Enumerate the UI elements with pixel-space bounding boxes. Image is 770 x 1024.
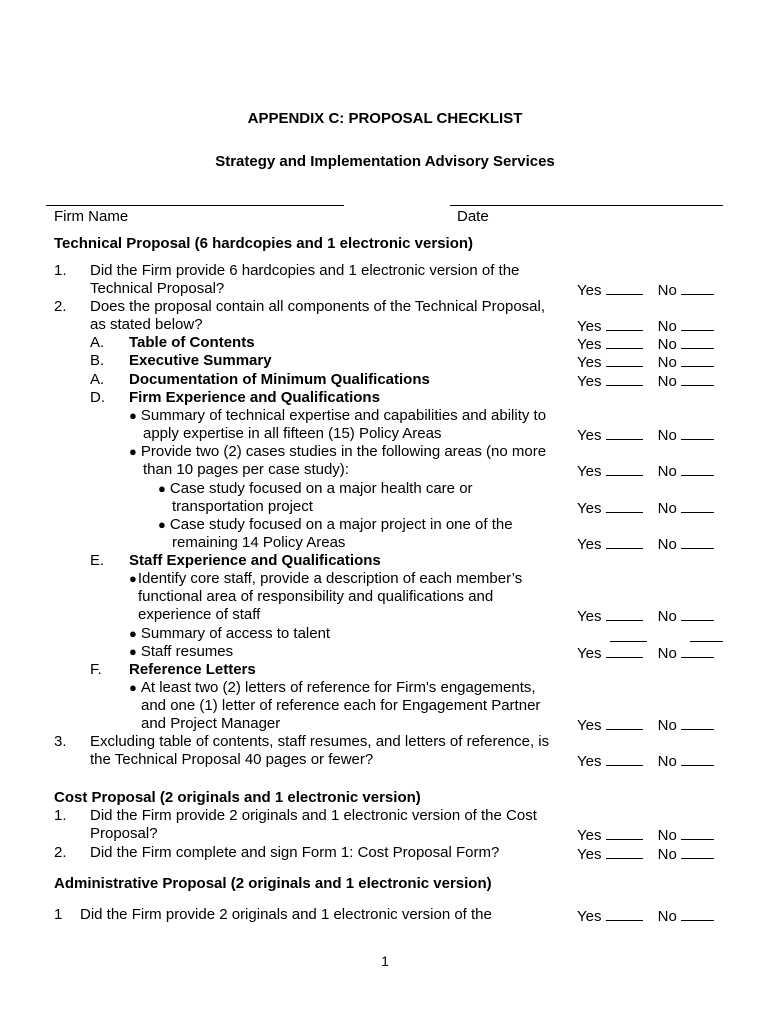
- item-b-letter: B.: [90, 352, 105, 369]
- yes-blank[interactable]: [606, 751, 643, 766]
- yes-blank[interactable]: [606, 316, 643, 331]
- no-blank[interactable]: [681, 715, 714, 730]
- yes-no-cost-q1: Yes No: [577, 825, 714, 845]
- yes-no-table-of-contents: Yes No: [577, 334, 714, 354]
- d-sub-bullet-2-text: Case study focused on a major project in one of the: [169, 516, 513, 533]
- page-title: APPENDIX C: PROPOSAL CHECKLIST: [247, 110, 523, 127]
- e-bullet-1-cont2: experience of staff: [138, 606, 261, 623]
- yes-no-reference-letters: Yes No: [577, 715, 714, 735]
- no-blank[interactable]: [681, 534, 714, 549]
- d-sub-bullet-2-cont: remaining 14 Policy Areas: [172, 534, 346, 551]
- no-blank[interactable]: [681, 425, 714, 440]
- yes-blank[interactable]: [606, 425, 643, 440]
- yes-blank[interactable]: [606, 498, 643, 513]
- no-blank[interactable]: [681, 906, 714, 921]
- yes-blank[interactable]: [606, 825, 643, 840]
- yes-no-tech-q1: Yes No: [577, 280, 714, 300]
- page-subtitle: Strategy and Implementation Advisory Services: [215, 153, 555, 170]
- yes-blank[interactable]: [606, 334, 643, 349]
- cost-heading: Cost Proposal (2 originals and 1 electronic version): [54, 789, 421, 806]
- f-bullet-1-text: At least two (2) letters of reference for Firm's engagements,: [140, 679, 536, 696]
- no-blank[interactable]: [681, 371, 714, 386]
- no-blank[interactable]: [681, 352, 714, 367]
- d-bullet-1-text: Summary of technical expertise and capabilities and ability to: [140, 407, 547, 424]
- bullet-icon: ●: [129, 680, 137, 695]
- d-sub-bullet-1: [158, 480, 473, 498]
- e-bullet-1-text: Identify core staff, provide a description of each member’s: [137, 570, 523, 587]
- tech-q3-text-cont: the Technical Proposal 40 pages or fewer?: [90, 751, 374, 768]
- yes-no-d-bullet-2: Yes No: [577, 461, 714, 481]
- yes-blank[interactable]: [606, 844, 643, 859]
- no-blank[interactable]: [681, 606, 714, 621]
- yes-blank[interactable]: [606, 280, 643, 295]
- e-bullet-2-text: Summary of access to talent: [140, 625, 331, 642]
- admin-q1-text: Did the Firm provide 2 originals and 1 electronic version of the: [80, 906, 492, 923]
- firm-name-label: Firm Name: [54, 208, 129, 225]
- no-blank[interactable]: [681, 280, 714, 295]
- yes-blank[interactable]: [606, 715, 643, 730]
- item-a1-letter: A.: [90, 334, 105, 351]
- e-bullet-1: [129, 570, 522, 588]
- d-bullet-2-cont: than 10 pages per case study):: [143, 461, 349, 478]
- no-blank[interactable]: [681, 334, 714, 349]
- item-minimum-qualifications: Documentation of Minimum Qualifications: [129, 371, 430, 388]
- no-blank[interactable]: [681, 844, 714, 859]
- yes-blank[interactable]: [606, 606, 643, 621]
- item-reference-letters: Reference Letters: [129, 661, 256, 678]
- yes-no-tech-q3: Yes No: [577, 751, 714, 771]
- tech-q1-number: 1.: [54, 262, 67, 279]
- cost-q2-text: Did the Firm complete and sign Form 1: Cost Proposal Form?: [90, 844, 500, 861]
- yes-blank[interactable]: [606, 371, 643, 386]
- date-label: Date: [457, 208, 489, 225]
- no-blank[interactable]: [681, 461, 714, 476]
- bullet-icon: ●: [129, 408, 137, 423]
- no-blank[interactable]: [681, 498, 714, 513]
- bullet-icon: ●: [129, 644, 137, 659]
- item-table-of-contents: Table of Contents: [129, 334, 255, 351]
- bullet-icon: ●: [158, 517, 166, 532]
- item-a2-letter: A.: [90, 371, 105, 388]
- yes-blank[interactable]: [606, 461, 643, 476]
- bullet-icon: ●: [129, 444, 137, 459]
- tech-q1-text-cont: Technical Proposal?: [90, 280, 225, 297]
- d-bullet-2-text: Provide two (2) cases studies in the following areas (no more: [140, 443, 547, 460]
- yes-no-d-sub-bullet-1: Yes No: [577, 498, 714, 518]
- firm-name-line[interactable]: [46, 205, 344, 206]
- tech-q2-text-cont: as stated below?: [90, 316, 203, 333]
- d-bullet-1: [129, 407, 546, 425]
- e-bullet-3: [129, 643, 233, 661]
- e-bullet-2: [129, 625, 330, 643]
- d-sub-bullet-2: [158, 516, 513, 534]
- tech-q3-number: 3.: [54, 733, 67, 750]
- no-blank[interactable]: [681, 316, 714, 331]
- yes-no-staff-resumes: Yes No: [577, 643, 714, 663]
- no-blank[interactable]: [681, 825, 714, 840]
- yes-no-d-bullet-1: Yes No: [577, 425, 714, 445]
- yes-no-d-sub-bullet-2: Yes No: [577, 534, 714, 554]
- yes-no-tech-q2: Yes No: [577, 316, 714, 336]
- no-blank[interactable]: [681, 751, 714, 766]
- cost-q1-number: 1.: [54, 807, 67, 824]
- cost-q1-text: Did the Firm provide 2 originals and 1 electronic version of the Cost: [90, 807, 537, 824]
- item-d-letter: D.: [90, 389, 105, 406]
- tech-q2-text: Does the proposal contain all components of the Technical Proposal,: [90, 298, 546, 315]
- admin-q1-number: 1: [54, 906, 63, 923]
- tech-q2-number: 2.: [54, 298, 67, 315]
- yes-no-minimum-qualifications: Yes No: [577, 371, 714, 391]
- admin-heading: Administrative Proposal (2 originals and 1 electronic version): [54, 875, 492, 892]
- bullet-icon: ●: [129, 626, 137, 641]
- yes-no-admin-q1: Yes No: [577, 906, 714, 926]
- yes-blank[interactable]: [606, 534, 643, 549]
- cost-q1-text-cont: Proposal?: [90, 825, 158, 842]
- yes-blank[interactable]: [606, 643, 643, 658]
- f-bullet-1-cont2: and Project Manager: [141, 715, 281, 732]
- d-bullet-2: [129, 443, 546, 461]
- f-bullet-1: [129, 679, 536, 697]
- yes-blank-access-talent[interactable]: [610, 641, 647, 642]
- bullet-icon: ●: [129, 571, 137, 586]
- item-e-letter: E.: [90, 552, 105, 569]
- no-blank-access-talent[interactable]: [690, 641, 723, 642]
- tech-q1-text: Did the Firm provide 6 hardcopies and 1 electronic version of the: [90, 262, 520, 279]
- item-staff-experience: Staff Experience and Qualifications: [129, 552, 381, 569]
- page-number: 1: [381, 953, 389, 969]
- yes-no-cost-q2: Yes No: [577, 844, 714, 864]
- yes-no-executive-summary: Yes No: [577, 352, 714, 372]
- d-sub-bullet-1-text: Case study focused on a major health care or: [169, 480, 473, 497]
- f-bullet-1-cont: and one (1) letter of reference each for Engagement Partner: [141, 697, 541, 714]
- no-blank[interactable]: [681, 643, 714, 658]
- yes-blank[interactable]: [606, 352, 643, 367]
- bullet-icon: ●: [158, 481, 166, 496]
- e-bullet-1-cont: functional area of responsibility and qualifications and: [138, 588, 494, 605]
- d-sub-bullet-1-cont: transportation project: [172, 498, 313, 515]
- yes-no-e-bullet-1: Yes No: [577, 606, 714, 626]
- cost-q2-number: 2.: [54, 844, 67, 861]
- d-bullet-1-cont: apply expertise in all fifteen (15) Policy Areas: [143, 425, 442, 442]
- yes-blank[interactable]: [606, 906, 643, 921]
- tech-q3-text: Excluding table of contents, staff resumes, and letters of reference, is: [90, 733, 550, 750]
- item-firm-experience: Firm Experience and Qualifications: [129, 389, 380, 406]
- item-executive-summary: Executive Summary: [129, 352, 272, 369]
- technical-heading: Technical Proposal (6 hardcopies and 1 electronic version): [54, 235, 474, 252]
- item-f-letter: F.: [90, 661, 102, 678]
- e-bullet-3-text: Staff resumes: [140, 643, 234, 660]
- date-line[interactable]: [450, 205, 723, 206]
